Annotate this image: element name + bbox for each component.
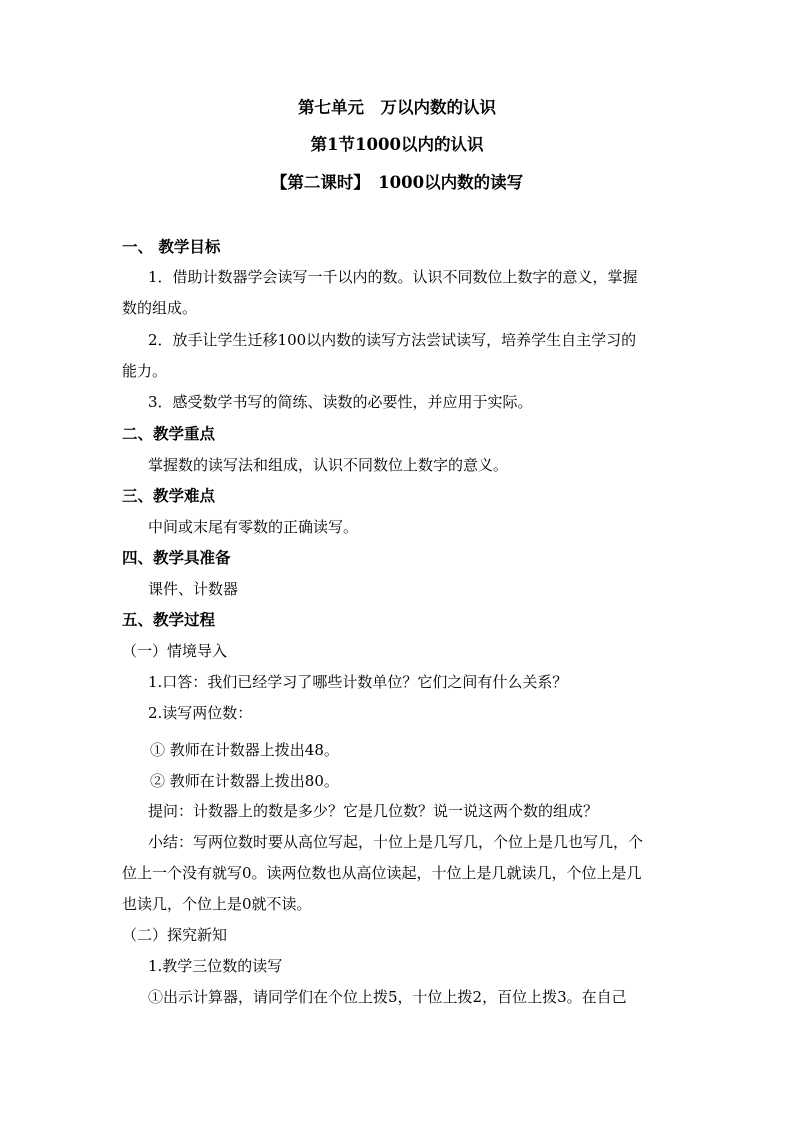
summary-line-1: 小结：写两位数时要从高位写起，十位上是几写几，个位上是几也写几，个: [148, 833, 644, 851]
heading-key-points: 二、教学重点: [122, 424, 216, 443]
heading-objectives: 一、 教学目标: [122, 237, 221, 256]
objective-3: 3．感受数学书写的简练、读数的必要性，并应用于实际。: [148, 393, 533, 411]
subheading-intro: （一）情境导入: [122, 642, 228, 660]
lesson-title: 【第二课时】 1000以内数的读写: [270, 173, 524, 192]
summary-line-3: 也读几，个位上是0就不读。: [122, 895, 312, 913]
intro-question-1: 1.口答：我们已经学习了哪些计数单位？它们之间有什么关系？: [148, 673, 568, 691]
objective-2-line-2: 能力。: [122, 362, 168, 380]
heading-process: 五、教学过程: [122, 610, 216, 629]
difficulties-text: 中间或末尾有零数的正确读写。: [148, 518, 359, 536]
key-points-text: 掌握数的读写法和组成，认识不同数位上数字的意义。: [148, 456, 509, 474]
unit-title: 第七单元 万以内数的认识: [298, 98, 496, 117]
explore-item-1: 1.教学三位数的读写: [148, 957, 283, 975]
subheading-explore: （二）探究新知: [122, 926, 228, 944]
intro-ask: 提问：计数器上的数是多少？它是几位数？说一说这两个数的组成？: [148, 802, 599, 820]
summary-line-2: 位上一个没有就写0。读两位数也从高位读起，十位上是几就读几，个位上是几: [122, 864, 642, 882]
objective-1-line-2: 数的组成。: [122, 299, 198, 317]
materials-text: 课件、计数器: [148, 580, 239, 598]
intro-case-1: ① 教师在计数器上拨出48。: [150, 741, 339, 759]
objective-2-line-1: 2．放手让学生迁移100以内数的读写方法尝试读写，培养学生自主学习的: [148, 331, 637, 349]
explore-item-1-text: ①出示计算器，请同学们在个位上拨5，十位上拨2，百位上拨3。在自己: [148, 988, 627, 1006]
objective-1-line-1: 1．借助计数器学会读写一千以内的数。认识不同数位上数字的意义，掌握: [148, 268, 638, 286]
section-title: 第1节1000以内的认识: [310, 135, 484, 154]
heading-difficulties: 三、教学难点: [122, 486, 216, 505]
intro-case-2: ② 教师在计数器上拨出80。: [150, 772, 339, 790]
intro-question-2: 2.读写两位数：: [148, 704, 253, 722]
heading-materials: 四、教学具准备: [122, 548, 231, 567]
